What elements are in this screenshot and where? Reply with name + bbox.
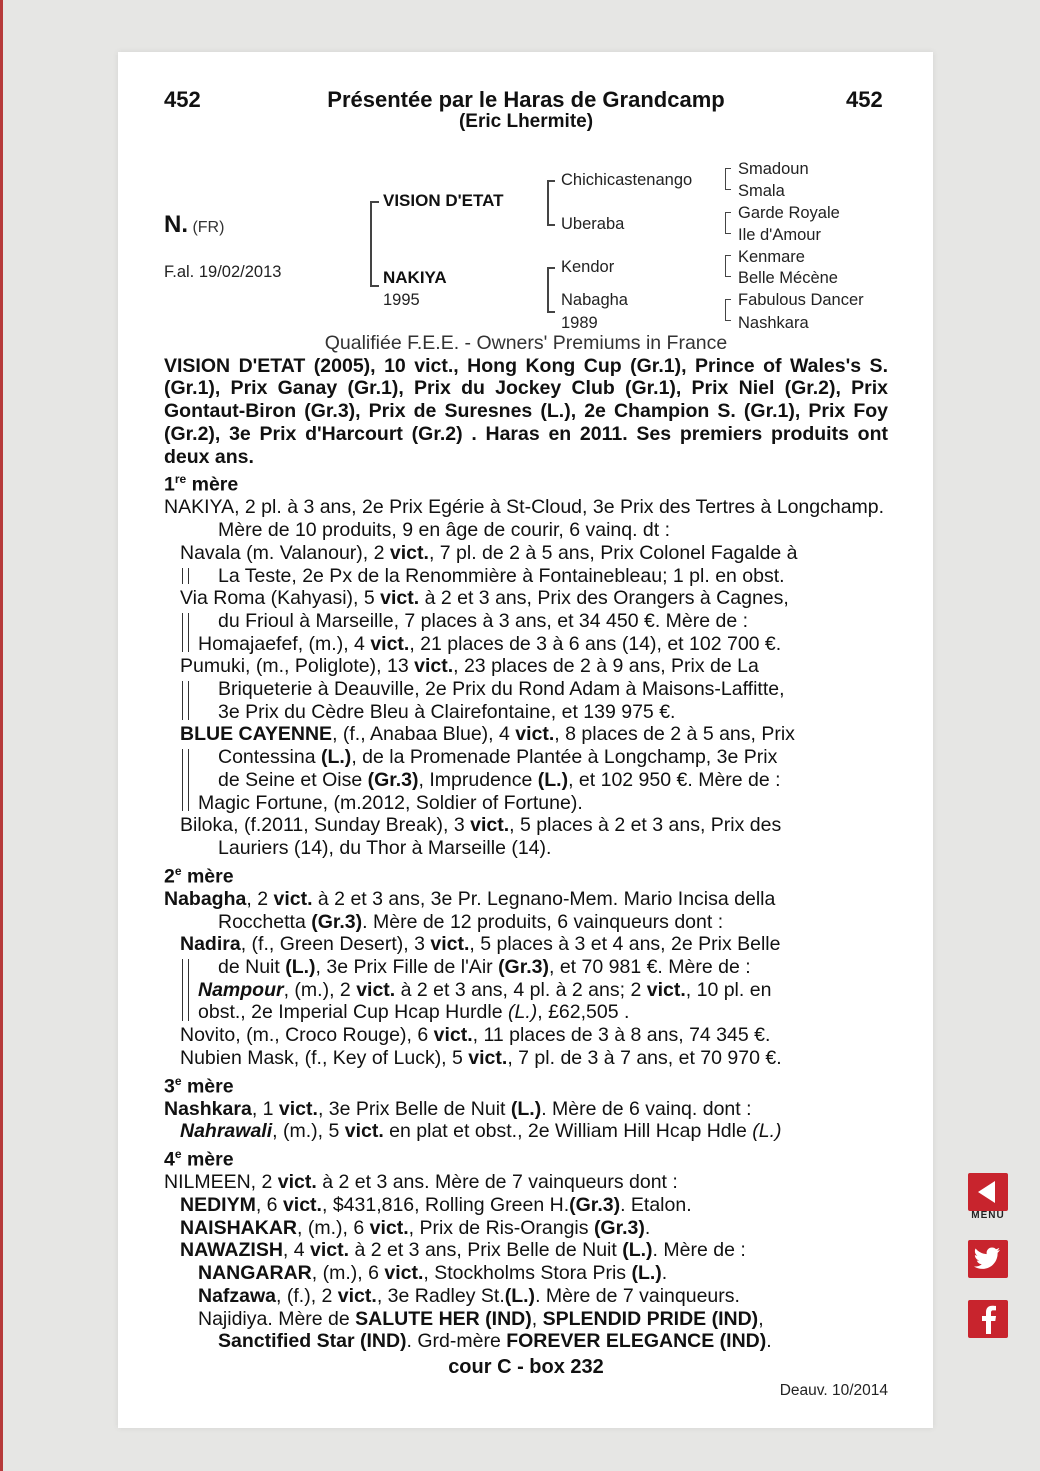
ancestor-sds: Garde Royale <box>738 204 840 222</box>
page-title: Présentée par le Haras de Grandcamp <box>327 87 725 112</box>
produce-navala: Navala (m. Valanour), 2 vict., 7 pl. de 2 à 5 ans, Prix Colonel Fagalde à <box>180 541 798 564</box>
page-subtitle: (Eric Lhermite) <box>458 111 594 132</box>
first-dam-heading: 1re mère <box>164 472 239 496</box>
produce-pumuki: Pumuki, (m., Poliglote), 13 vict., 23 places de 2 à 9 ans, Prix de La <box>180 655 759 678</box>
third-dam-heading: 3e mère <box>164 1073 234 1097</box>
lot-number-right: 452 <box>846 87 883 112</box>
ancestor-dds: Fabulous Dancer <box>738 291 864 309</box>
ancestor-sdd: Ile d'Amour <box>738 226 821 244</box>
second-dam-heading: 2e mère <box>164 863 234 888</box>
fourth-dam-intro: NILMEEN, 2 vict. à 2 et 3 ans. Mère de 7 vainqueurs dont : <box>164 1171 678 1194</box>
produce-nadira-detail: de Nuit (L.), 3e Prix Fille de l'Air (Gr.3), et 70 981 €. Mère de : Nampour, (m.), 2 vict. à 2 et 3 ans, 4 pl. à 2 ans; 2 vict., 10 pl. en obst., 2e Imperial Cup Hcap Hurdle (L.), £62,505 . <box>164 956 888 1024</box>
menu-label[interactable]: MENU <box>971 1210 1005 1221</box>
sire-name: VISION D'ETAT <box>383 191 504 210</box>
second-dam-intro: Nabagha, 2 vict. à 2 et 3 ans, 3e Pr. Legnano-Mem. Mario Incisa della <box>164 887 776 910</box>
lot-number-left: 452 <box>164 87 201 112</box>
produce-nadira: Nadira, (f., Green Desert), 3 vict., 5 places à 3 et 4 ans, 2e Prix Belle <box>180 933 781 956</box>
menu-button[interactable] <box>968 1173 1008 1211</box>
produce-biloka-detail: Lauriers (14), du Thor à Marseille (14). <box>218 836 552 859</box>
sire-sire: Chichicastenango <box>561 171 693 189</box>
facebook-button[interactable] <box>968 1300 1008 1338</box>
horse-name: N. <box>164 211 188 238</box>
ancestor-ddd: Nashkara <box>738 314 809 332</box>
produce-nafzawa: Nafzawa, (f.), 2 vict., 3e Radley St.(L.). Mère de 7 vainqueurs. <box>198 1284 740 1307</box>
produce-nediym: NEDIYM, 6 vict., $431,816, Rolling Green H.(Gr.3). Etalon. <box>180 1194 692 1217</box>
horse-birth: F.al. 19/02/2013 <box>164 263 282 281</box>
produce-naishakar: NAISHAKAR, (m.), 6 vict., Prix de Ris-Orangis (Gr.3). <box>180 1216 651 1239</box>
fourth-dam-heading: 4e mère <box>164 1147 234 1171</box>
produce-nahrawali: Nahrawali, (m.), 5 vict. en plat et obst., 2e William Hill Hcap Hdle (L.) <box>180 1120 782 1143</box>
produce-pumuki-detail: Briqueterie à Deauville, 2e Prix du Rond Adam à Maisons-Laffitte, 3e Prix du Cèdre Bleu à Clairefontaine, et 139 975 €. <box>164 678 888 723</box>
third-dam-intro: Nashkara, 1 vict., 3e Prix Belle de Nuit (L.). Mère de 6 vainq. dont : <box>164 1097 752 1120</box>
produce-novito: Novito, (m., Croco Rouge), 6 vict., 11 places de 3 à 8 ans, 74 345 €. <box>180 1024 771 1047</box>
produce-nampour: Nampour, (m.), 2 vict. à 2 et 3 ans, 4 pl. à 2 ans; 2 vict., 10 pl. en <box>198 978 772 1001</box>
horse-id <box>164 211 224 239</box>
produce-biloka: Biloka, (f.2011, Sunday Break), 3 vict., 5 places à 2 et 3 ans, Prix des <box>180 814 782 837</box>
dam-dam-year: 1989 <box>561 314 598 332</box>
produce-magic-fortune: Magic Fortune, (m.2012, Soldier of Fortune). <box>198 791 583 814</box>
page-edge-line <box>0 0 3 1471</box>
dam-name: NAKIYA <box>383 268 447 287</box>
twitter-button[interactable] <box>968 1240 1008 1278</box>
first-dam-intro: NAKIYA, 2 pl. à 3 ans, 2e Prix Egérie à St-Cloud, 3e Prix des Tertres à Longchamp. Mère de 10 produits, 9 en âge de courir, 6 vainq. dt : <box>164 496 885 542</box>
produce-nawazish: NAWAZISH, 4 vict. à 2 et 3 ans, Prix Belle de Nuit (L.). Mère de : <box>180 1239 746 1262</box>
qualification: Qualifiée F.E.E. - Owners' Premiums in France <box>324 332 728 354</box>
box-location: cour C - box 232 <box>448 1356 604 1378</box>
produce-navala-detail: La Teste, 2e Px de la Renommière à Fontainebleau; 1 pl. en obst. <box>164 565 888 588</box>
horse-origin: (FR) <box>192 219 225 236</box>
dam-sire: Kendor <box>561 258 615 276</box>
back-arrow-icon <box>975 1179 1001 1205</box>
sire-record: VISION D'ETAT (2005), 10 vict., Hong Kong Cup (Gr.1), Prince of Wales's S. (Gr.1), Prix Ganay (Gr.1), Prix du Jockey Club (Gr.1), Prix Niel (Gr.2), Prix Gontaut-Biron (Gr.3), Prix de Suresnes (L.), 2e Champion S. (Gr.1), Prix Foy (Gr.2), 3e Prix d'Harcourt (Gr.2) . Haras en 2011. Ses premiers produits ont deux ans. <box>164 354 888 468</box>
produce-via-roma-detail: du Frioul à Marseille, 7 places à 3 ans, et 34 450 €. Mère de : Homajaefef, (m.), 4 vict., 21 places de 3 à 6 ans (14), et 102 700 €. <box>164 610 888 655</box>
produce-via-roma: Via Roma (Kahyasi), 5 vict. à 2 et 3 ans, Prix des Orangers à Cagnes, <box>180 587 789 610</box>
catalogue-text <box>164 332 888 1353</box>
produce-homajaefef: Homajaefef, (m.), 4 vict., 21 places de 3 à 6 ans (14), et 102 700 €. <box>198 632 782 655</box>
twitter-icon <box>974 1247 1002 1271</box>
facebook-icon <box>978 1304 998 1334</box>
produce-blue-cayenne-detail: Contessina (L.), de la Promenade Plantée à Longchamp, 3e Prix de Seine et Oise (Gr.3), Imprudence (L.), et 102 950 €. Mère de : Magic Fortune, (m.2012, Soldier of Fortune). <box>164 746 888 814</box>
ancestor-dss: Kenmare <box>738 248 805 266</box>
produce-najidiya: Najidiya. Mère de SALUTE HER (IND), SPLENDID PRIDE (IND), <box>198 1307 764 1330</box>
dam-year: 1995 <box>383 291 420 309</box>
sale-reference: Deauv. 10/2014 <box>779 1382 888 1399</box>
dam-dam: Nabagha <box>561 291 628 309</box>
produce-najidiya-cont: Sanctified Star (IND). Grd-mère FOREVER ELEGANCE (IND). <box>218 1330 772 1353</box>
produce-blue-cayenne: BLUE CAYENNE, (f., Anabaa Blue), 4 vict., 8 places de 2 à 5 ans, Prix <box>180 723 795 746</box>
ancestor-dsd: Belle Mécène <box>738 269 838 287</box>
produce-nubien-mask: Nubien Mask, (f., Key of Luck), 5 vict., 7 pl. de 3 à 7 ans, et 70 970 €. <box>180 1046 782 1069</box>
ancestor-ssd: Smala <box>738 182 785 200</box>
sire-dam: Uberaba <box>561 215 625 233</box>
second-dam-intro-cont: Rocchetta (Gr.3). Mère de 12 produits, 6 vainqueurs dont : <box>218 910 724 933</box>
produce-nangarar: NANGARAR, (m.), 6 vict., Stockholms Stora Pris (L.). <box>198 1262 668 1285</box>
ancestor-sss: Smadoun <box>738 160 809 178</box>
